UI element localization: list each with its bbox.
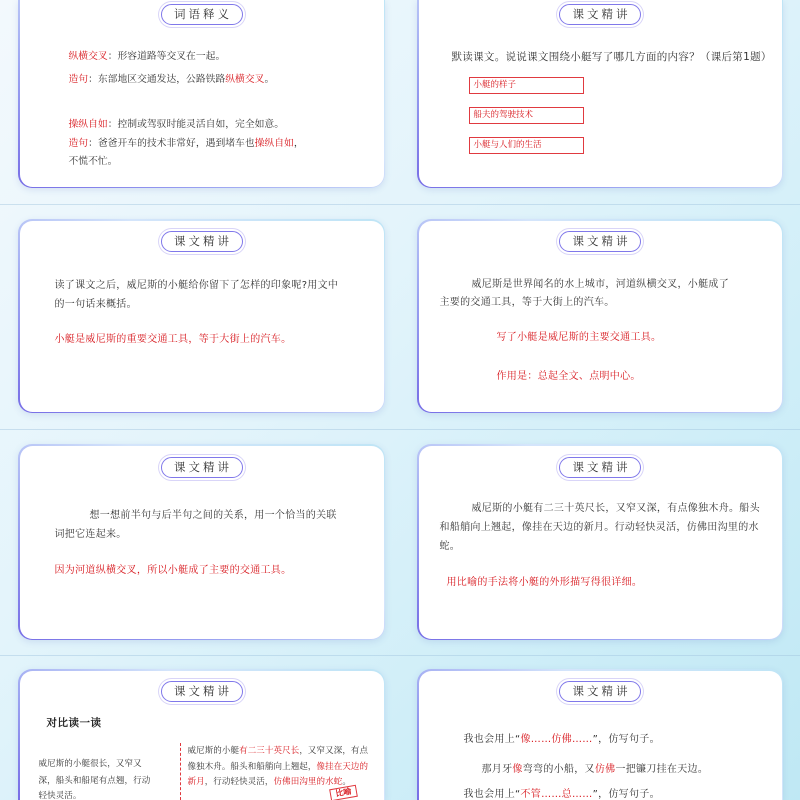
original-version-line <box>188 777 351 787</box>
example-text: 。 <box>264 74 275 85</box>
slide-imitate-writing <box>417 669 783 800</box>
example-sentence-line <box>69 138 304 150</box>
slide-body <box>419 221 782 412</box>
vocab-term: 纵横交叉 <box>68 51 108 62</box>
slide-impression <box>18 219 385 413</box>
example-sentence-line <box>69 74 275 86</box>
answer-box: 小艇的样子 <box>469 77 584 94</box>
slide-header-pill: 课文精讲 <box>559 231 641 252</box>
slide-header-pill: 课文精讲 <box>161 681 243 702</box>
task-text: 我也会用上“ <box>463 788 521 800</box>
slide-body <box>419 446 782 639</box>
example-term: 纵横交叉 <box>225 74 265 85</box>
quote-line: 威尼斯的小艇有二三十英尺长，又窄又深，有点像独木舟。船头 <box>471 502 760 514</box>
slide-header-pill: 课文精讲 <box>161 457 243 478</box>
dashed-divider <box>180 743 181 800</box>
function-text: 作用是：总起全文、点明中心。 <box>496 370 641 382</box>
slide-boat-shape <box>417 444 783 640</box>
sentence-pattern: 像……仿佛…… <box>520 733 593 745</box>
example-term: 操纵自如 <box>254 138 294 149</box>
slide-header-pill: 课文精讲 <box>161 231 243 252</box>
prompt-line: 词把它连起来。 <box>54 528 127 540</box>
example-text: 弯弯的小船，又 <box>522 763 595 775</box>
slide-header-pill: 课文精讲 <box>559 4 641 25</box>
prompt-line: 的一句话来概括。 <box>54 298 137 310</box>
row-divider <box>0 429 800 430</box>
slide-header-pill: 词语释义 <box>161 4 243 25</box>
slide-body <box>419 671 782 800</box>
answer-text: 用比喻的手法将小艇的外形描写得很详细。 <box>446 576 643 588</box>
vocab-definition: ：控制或驾驭时能灵活自如，完全如意。 <box>107 119 285 130</box>
original-text: ，又窄又深，有点 <box>299 745 369 756</box>
plain-version-line: 轻快灵活。 <box>38 790 82 800</box>
original-text: 。 <box>342 776 351 787</box>
answer-box: 小艇与人们的生活 <box>469 137 584 154</box>
slide-body <box>419 0 782 187</box>
question-text: 默读课文。说说课文围绕小艇写了哪几方面的内容？（课后第1题） <box>451 51 772 63</box>
slide-body <box>20 221 384 412</box>
example-label: 造句 <box>68 138 89 149</box>
vocab-definition: ：形容道路等交叉在一起。 <box>107 51 226 62</box>
original-version-line <box>188 762 369 772</box>
slide-body <box>20 671 384 800</box>
prompt-line: 想一想前半句与后半句之间的关系，用一个恰当的关联 <box>89 509 337 521</box>
meaning-text: 写了小艇是威尼斯的主要交通工具。 <box>496 331 662 343</box>
example-text: ：东部地区交通发达，公路铁路 <box>88 74 226 85</box>
highlight-text: 仿佛田沟里的水蛇 <box>273 776 343 787</box>
example-text: ：爸爸开车的技术非常好，遇到堵车也 <box>88 138 255 149</box>
slide-content-outline <box>417 0 783 188</box>
plain-version-line: 深，船头和船尾有点翘，行动 <box>38 775 151 786</box>
quote-line: 主要的交通工具，等于大街上的汽车。 <box>439 296 615 308</box>
task-line <box>464 789 660 800</box>
highlight-text: 像挂在天边的 <box>316 761 369 772</box>
slide-key-sentence <box>417 219 783 413</box>
slide-body <box>20 446 384 639</box>
answer-text: 因为河道纵横交叉，所以小艇成了主要的交通工具。 <box>54 564 292 576</box>
quote-line: 和船艄向上翘起，像挂在天边的新月。行动轻快灵活，仿佛田沟里的水 <box>439 521 759 533</box>
plain-version-line: 威尼斯的小艇很长，又窄又 <box>38 758 142 769</box>
metaphor-stamp: 比喻 <box>329 784 358 800</box>
original-text: 威尼斯的小艇 <box>187 745 240 756</box>
example-sentence-continued: 不慌不忙。 <box>68 156 118 167</box>
example-text: 那月牙 <box>481 763 513 775</box>
slide-header-pill: 课文精讲 <box>559 681 641 702</box>
term-definition-line <box>69 51 226 63</box>
term-definition-line <box>69 119 285 131</box>
slide-vocabulary <box>18 0 385 188</box>
slide-header-pill: 课文精讲 <box>559 457 641 478</box>
slide-compare-reading <box>18 669 385 800</box>
example-text: ， <box>293 138 304 149</box>
example-text: 一把镰刀挂在天边。 <box>615 763 709 775</box>
row-divider <box>0 204 800 205</box>
slide-body <box>20 0 384 187</box>
task-text: ”，仿写句子。 <box>592 788 660 800</box>
original-version-line <box>188 746 369 756</box>
answer-box: 船夫的驾驶技术 <box>469 107 584 124</box>
keyword: 仿佛 <box>594 763 616 775</box>
task-text: ”，仿写句子。 <box>592 733 660 745</box>
highlight-text: 新月 <box>187 776 205 787</box>
keyword: 像 <box>512 763 523 775</box>
example-label: 造句 <box>68 74 89 85</box>
original-text: ，行动轻快灵活， <box>204 776 274 787</box>
section-title: 对比读一读 <box>46 716 102 729</box>
quote-line: 威尼斯是世界闻名的水上城市，河道纵横交叉，小艇成了 <box>471 278 729 290</box>
slide-connective <box>18 444 385 640</box>
answer-text: 小艇是威尼斯的重要交通工具，等于大街上的汽车。 <box>54 333 292 345</box>
highlight-text: 有二三十英尺长 <box>239 745 300 756</box>
task-text: 我也会用上“ <box>463 733 521 745</box>
row-divider <box>0 655 800 656</box>
prompt-line: 读了课文之后，威尼斯的小艇给你留下了怎样的印象呢?用文中 <box>54 279 339 291</box>
task-line <box>464 734 660 746</box>
quote-line: 蛇。 <box>439 540 461 552</box>
vocab-term: 操纵自如 <box>68 119 108 130</box>
example-sentence-line <box>482 764 709 776</box>
original-text: 像独木舟。船头和船艄向上翘起， <box>187 761 317 772</box>
sentence-pattern: 不管……总…… <box>520 788 593 800</box>
